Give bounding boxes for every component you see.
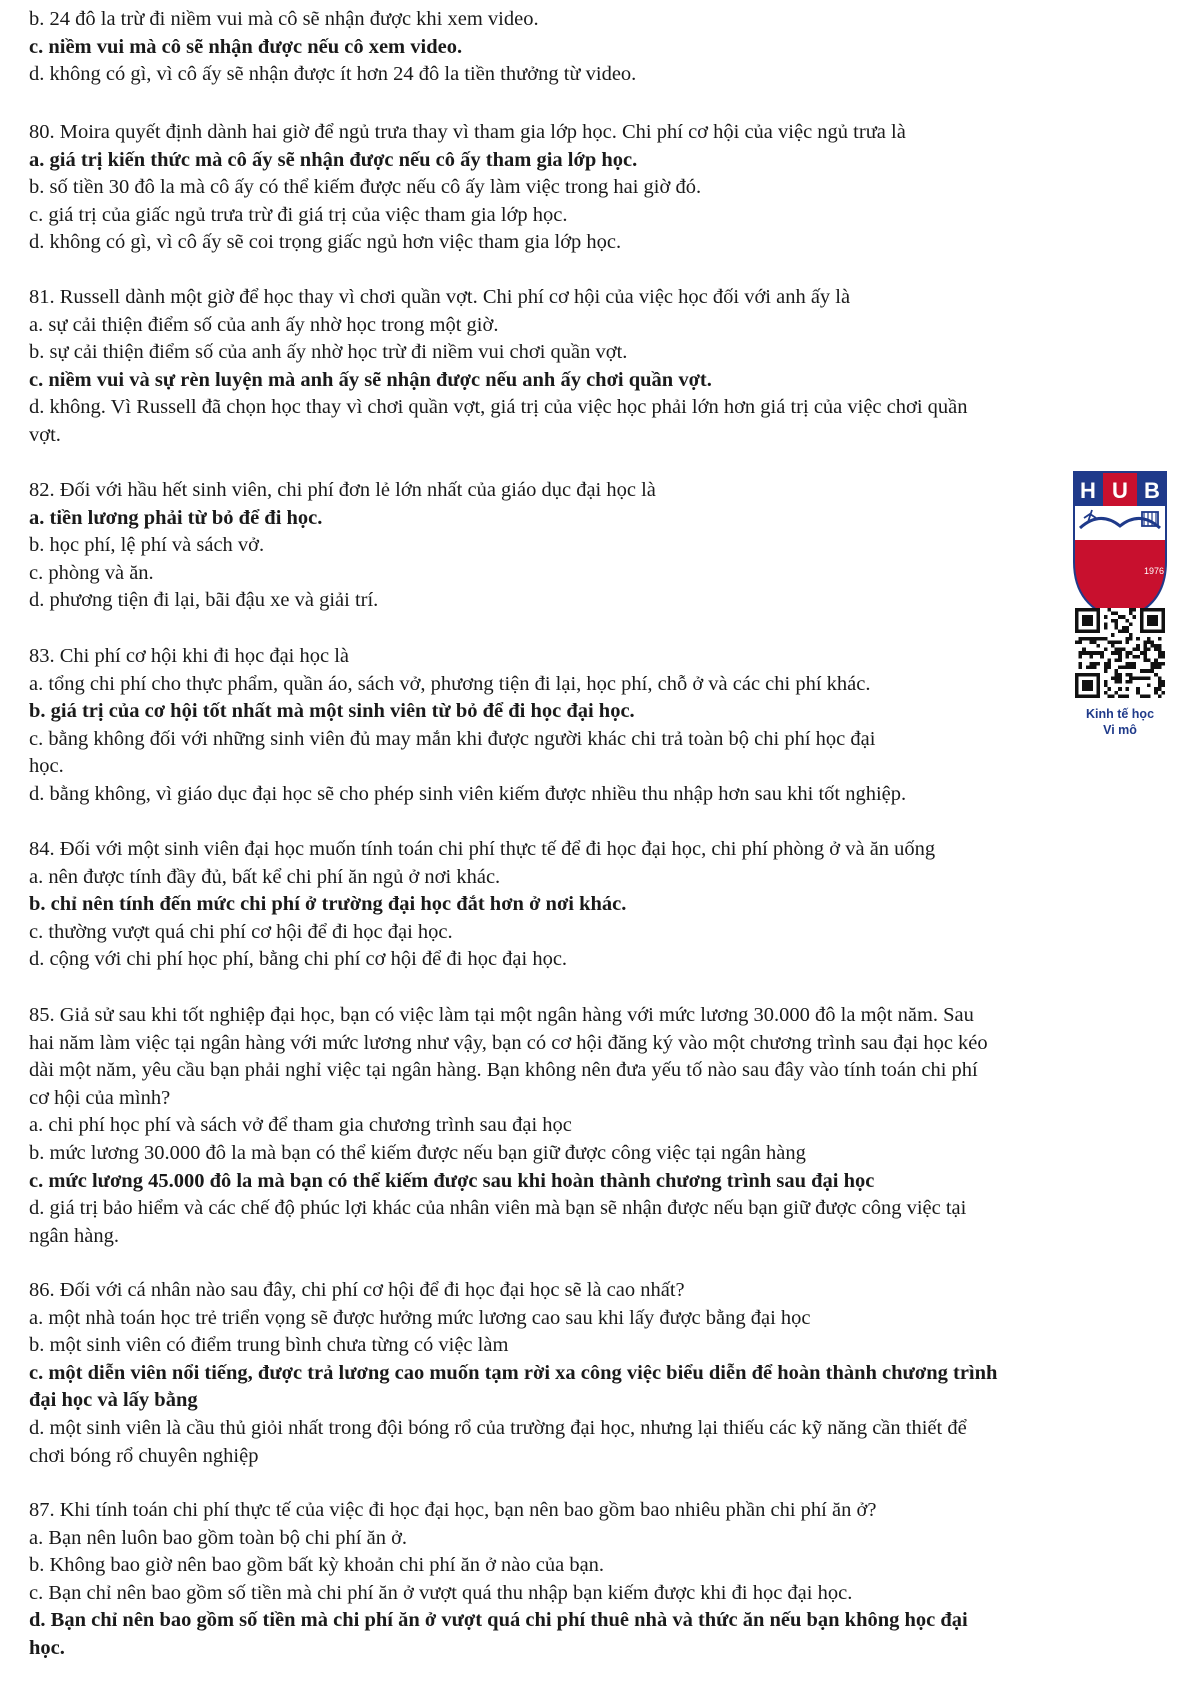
answer-c: c. phòng và ăn.	[29, 561, 154, 584]
answer-a-correct: a. tiền lương phải từ bỏ để đi học.	[29, 506, 323, 529]
brand-line-1: Kinh tế học	[1085, 707, 1155, 721]
logo-letter-u: U	[1112, 478, 1128, 503]
answer-d: d. không có gì, vì cô ấy sẽ nhận được ít hơn 24 đô la tiền thưởng từ video.	[29, 63, 637, 86]
answer-d: d. một sinh viên là cầu thủ giỏi nhất trong đội bóng rổ của trường đại học, nhưng lại thiếu các kỹ năng cần thiết để	[29, 1416, 967, 1439]
question-86	[29, 1277, 997, 1470]
answer-c-correct: c. một diễn viên nổi tiếng, được trả lương cao muốn tạm rời xa công việc biểu diễn để hoàn thành chương trình	[29, 1361, 998, 1384]
question-stem: 84. Đối với một sinh viên đại học muốn tính toán chi phí thực tế để đi học đại học, chi phí phòng ở và ăn uống	[29, 838, 936, 860]
question-stem-line-2: hai năm làm việc tại ngân hàng với mức lương như vậy, bạn có cơ hội đăng ký vào một chương trình sau đại học kéo	[29, 1031, 988, 1054]
answer-d: d. không. Vì Russell đã chọn học thay vì chơi quần vợt, giá trị của việc học phải lớn hơn giá trị của việc chơi quần	[29, 396, 968, 419]
question-82	[29, 477, 656, 615]
answer-c-continued: đại học và lấy bằng	[29, 1389, 198, 1412]
answer-c-correct: c. mức lương 45.000 đô la mà bạn có thể kiếm được sau khi hoàn thành chương trình sau đại học	[29, 1169, 875, 1192]
answer-d-continued: vợt.	[29, 423, 61, 446]
question-stem: 81. Russell dành một giờ để học thay vì chơi quần vợt. Chi phí cơ hội của việc học đối với anh ấy là	[29, 286, 851, 308]
answer-a: a. Bạn nên luôn bao gồm toàn bộ chi phí ăn ở.	[29, 1526, 408, 1549]
answer-a-correct: a. giá trị kiến thức mà cô ấy sẽ nhận được nếu cô ấy tham gia lớp học.	[29, 148, 638, 171]
question-stem-line-3: dài một năm, yêu cầu bạn phải nghỉ việc tại ngân hàng. Bạn không nên đưa yếu tố nào sau đây vào tính toán chi phí	[29, 1059, 978, 1082]
qr-code	[1075, 608, 1165, 698]
answer-c-continued: học.	[29, 755, 64, 778]
answer-b-correct: b. chỉ nên tính đến mức chi phí ở trường đại học đắt hơn ở nơi khác.	[29, 893, 627, 916]
answer-d: d. cộng với chi phí học phí, bằng chi phí cơ hội để đi học đại học.	[29, 948, 568, 971]
answer-b: b. 24 đô la trừ đi niềm vui mà cô sẽ nhận được khi xem video.	[29, 8, 539, 30]
question-79-continuation	[29, 6, 636, 89]
answer-b: b. mức lương 30.000 đô la mà bạn có thể kiếm được nếu bạn giữ được công việc tại ngân hàng	[29, 1141, 806, 1164]
answer-b: b. học phí, lệ phí và sách vở.	[29, 534, 265, 557]
answer-b: b. một sinh viên có điểm trung bình chưa từng có việc làm	[29, 1334, 509, 1357]
question-81	[29, 284, 968, 450]
question-stem: 86. Đối với cá nhân nào sau đây, chi phí cơ hội để đi học đại học sẽ là cao nhất?	[29, 1279, 685, 1301]
answer-c-correct: c. niềm vui mà cô sẽ nhận được nếu cô xem video.	[29, 35, 463, 58]
answer-c-correct: c. niềm vui và sự rèn luyện mà anh ấy sẽ nhận được nếu anh ấy chơi quần vợt.	[29, 368, 712, 391]
answer-d: d. phương tiện đi lại, bãi đậu xe và giải trí.	[29, 589, 379, 612]
answer-b-correct: b. giá trị của cơ hội tốt nhất mà một sinh viên từ bỏ để đi học đại học.	[29, 700, 635, 723]
question-85	[29, 1002, 988, 1250]
brand-line-2: Vi mô	[1103, 723, 1137, 737]
answer-d: d. không có gì, vì cô ấy sẽ coi trọng giấc ngủ hơn việc tham gia lớp học.	[29, 231, 622, 254]
answer-c: c. bằng không đối với những sinh viên đủ may mắn khi được người khác chi trả toàn bộ chi phí học đại	[29, 727, 876, 750]
question-stem: 85. Giả sử sau khi tốt nghiệp đại học, bạn có việc làm tại một ngân hàng với mức lương 30.000 đô la một năm. Sau	[29, 1004, 974, 1026]
answer-d-correct: d. Bạn chỉ nên bao gồm số tiền mà chi phí ăn ở vượt quá chi phí thuê nhà và thức ăn nếu bạn không học đại	[29, 1609, 968, 1632]
answer-d-continued: học.	[29, 1636, 65, 1659]
answer-b: b. sự cải thiện điểm số của anh ấy nhờ học trừ đi niềm vui chơi quần vợt.	[29, 341, 628, 364]
logo-letter-b: B	[1144, 478, 1160, 503]
answer-d-continued: ngân hàng.	[29, 1224, 119, 1247]
answer-a: a. nên được tính đầy đủ, bất kể chi phí ăn ngủ ở nơi khác.	[29, 865, 501, 888]
answer-a: a. một nhà toán học trẻ triển vọng sẽ được hưởng mức lương cao sau khi lấy được bằng đại học	[29, 1306, 811, 1329]
question-83	[29, 643, 906, 809]
hub-logo	[1070, 470, 1170, 622]
question-stem: 82. Đối với hầu hết sinh viên, chi phí đơn lẻ lớn nhất của giáo dục đại học là	[29, 479, 656, 501]
answer-c: c. thường vượt quá chi phí cơ hội để đi học đại học.	[29, 920, 453, 943]
answer-a: a. chi phí học phí và sách vở để tham gia chương trình sau đại học	[29, 1114, 572, 1137]
answer-d-continued: chơi bóng rổ chuyên nghiệp	[29, 1444, 259, 1467]
answer-a: a. sự cải thiện điểm số của anh ấy nhờ học trong một giờ.	[29, 313, 499, 336]
answer-b: b. Không bao giờ nên bao gồm bất kỳ khoản chi phí ăn ở nào của bạn.	[29, 1554, 605, 1577]
question-87	[29, 1497, 968, 1663]
logo-letter-h: H	[1080, 478, 1096, 503]
question-84	[29, 836, 935, 974]
question-80	[29, 119, 906, 257]
course-brand	[1064, 706, 1176, 738]
answer-c: c. Bạn chỉ nên bao gồm số tiền mà chi phí ăn ở vượt quá thu nhập bạn kiếm được khi đi học đại học.	[29, 1581, 853, 1604]
answer-d: d. giá trị bảo hiểm và các chế độ phúc lợi khác của nhân viên mà bạn sẽ nhận được nếu bạn giữ được công việc tại	[29, 1197, 967, 1220]
question-stem-line-4: cơ hội của mình?	[29, 1086, 171, 1109]
answer-d: d. bằng không, vì giáo dục đại học sẽ cho phép sinh viên kiếm được nhiều thu nhập hơn sau khi tốt nghiệp.	[29, 782, 907, 805]
question-stem: 83. Chi phí cơ hội khi đi học đại học là	[29, 645, 350, 667]
answer-c: c. giá trị của giấc ngủ trưa trừ đi giá trị của việc tham gia lớp học.	[29, 203, 568, 226]
answer-a: a. tổng chi phí cho thực phẩm, quần áo, sách vở, phương tiện đi lại, học phí, chỗ ở và các chi phí khác.	[29, 672, 871, 695]
logo-year: 1976	[1143, 566, 1165, 576]
answer-b: b. số tiền 30 đô la mà cô ấy có thể kiếm được nếu cô ấy làm việc trong hai giờ đó.	[29, 176, 702, 199]
question-stem: 80. Moira quyết định dành hai giờ để ngủ trưa thay vì tham gia lớp học. Chi phí cơ hội của việc ngủ trưa là	[29, 121, 906, 143]
question-stem: 87. Khi tính toán chi phí thực tế của việc đi học đại học, bạn nên bao gồm bao nhiêu phần chi phí ăn ở?	[29, 1499, 877, 1521]
